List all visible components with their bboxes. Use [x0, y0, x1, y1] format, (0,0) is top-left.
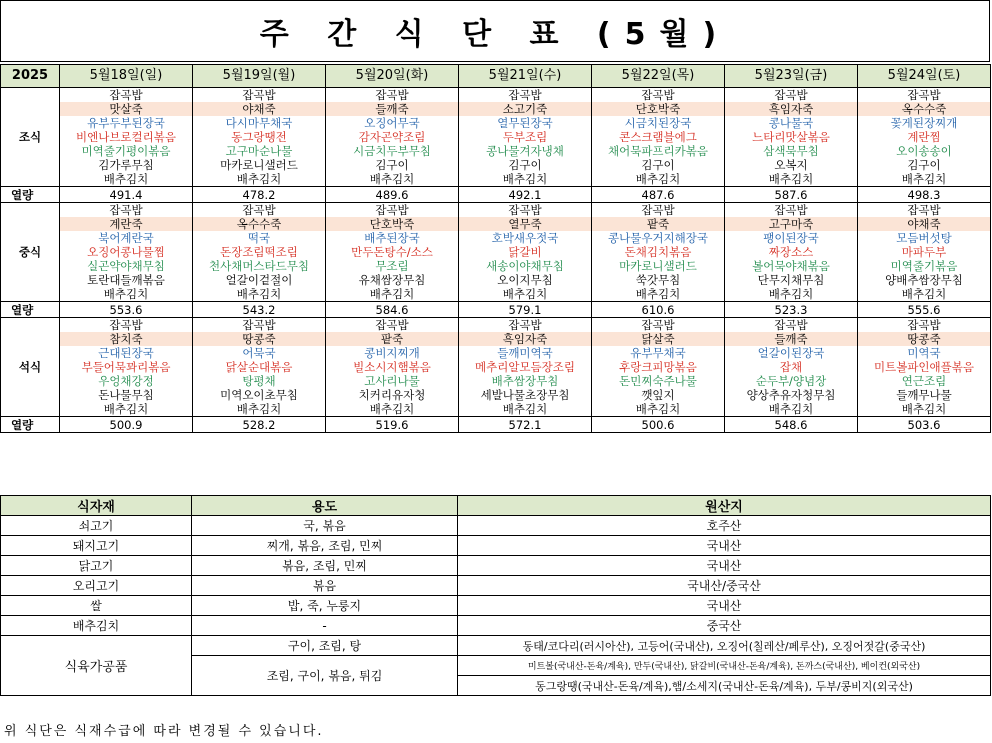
day-header: 5월18일(일): [60, 65, 193, 88]
ingredient-cell: 쇠고기: [1, 516, 192, 536]
menu-item: 우엉채강정: [60, 374, 193, 388]
menu-item: 두부조림: [459, 130, 592, 144]
ingredient-cell: 닭고기: [1, 556, 192, 576]
calorie-value: 489.6: [326, 187, 459, 203]
menu-item: 오이송송이: [858, 144, 991, 158]
menu-item: 세발나물초장무침: [459, 388, 592, 402]
day-header: 5월19일(월): [193, 65, 326, 88]
calorie-value: 579.1: [459, 302, 592, 318]
menu-item: 배추김치: [858, 172, 991, 187]
origin-row: [1, 576, 991, 596]
menu-item: 돈채김치볶음: [592, 245, 725, 259]
calorie-value: 584.6: [326, 302, 459, 318]
day-header: 5월21일(수): [459, 65, 592, 88]
menu-item: 흑임자죽: [459, 332, 592, 346]
menu-item: 배추김치: [60, 287, 193, 302]
menu-row: [1, 346, 991, 360]
calorie-value: 587.6: [725, 187, 858, 203]
menu-item: 미역국: [858, 346, 991, 360]
menu-row: [1, 144, 991, 158]
menu-item: 오복지: [725, 158, 858, 172]
menu-item: 쑥갓무침: [592, 273, 725, 287]
menu-item: 치커리유자청: [326, 388, 459, 402]
header-row: [1, 65, 991, 88]
menu-item: 팥죽: [326, 332, 459, 346]
menu-row: [1, 245, 991, 259]
menu-item: 맛살죽: [60, 102, 193, 116]
menu-item: 잡곡밥: [592, 203, 725, 218]
calorie-value: 500.6: [592, 417, 725, 433]
menu-item: 배추김치: [592, 172, 725, 187]
menu-item: 시금치두부무침: [326, 144, 459, 158]
menu-item: 배추김치: [459, 287, 592, 302]
menu-item: 잡곡밥: [60, 88, 193, 103]
ingredient-cell: 배추김치: [1, 616, 192, 636]
menu-item: 콩나물겨자냉채: [459, 144, 592, 158]
origin-table: [0, 495, 991, 696]
menu-item: 시금치된장국: [592, 116, 725, 130]
calorie-value: 528.2: [193, 417, 326, 433]
menu-item: 얼갈이된장국: [725, 346, 858, 360]
origin-header-row: [1, 496, 991, 516]
menu-item: 동그랑땡전: [193, 130, 326, 144]
menu-row: [1, 116, 991, 130]
menu-item: 마카로니샐러드: [592, 259, 725, 273]
menu-item: 잡곡밥: [459, 88, 592, 103]
menu-item: 무조림: [326, 259, 459, 273]
origin-cell: 국내산: [458, 556, 991, 576]
menu-item: 후랑크피망볶음: [592, 360, 725, 374]
usage-cell: 밥, 죽, 누룽지: [192, 596, 458, 616]
menu-item: 꽃게된장찌개: [858, 116, 991, 130]
calorie-row: [1, 302, 991, 318]
usage-cell: 조림, 구이, 볶음, 튀김: [192, 656, 458, 696]
calorie-value: 478.2: [193, 187, 326, 203]
menu-item: 콩나물우거지해장국: [592, 231, 725, 245]
menu-item: 땅콩죽: [193, 332, 326, 346]
menu-row: [1, 102, 991, 116]
menu-item: 배추쌈장무침: [459, 374, 592, 388]
calorie-value: 543.2: [193, 302, 326, 318]
menu-item: 잡곡밥: [193, 318, 326, 333]
menu-item: 배추김치: [326, 287, 459, 302]
calorie-value: 548.6: [725, 417, 858, 433]
menu-item: 북어계란국: [60, 231, 193, 245]
menu-item: 잡채: [725, 360, 858, 374]
menu-item: 배추김치: [592, 287, 725, 302]
origin-header: 식자재: [1, 496, 192, 516]
menu-item: 들깨죽: [326, 102, 459, 116]
origin-cell: 동그랑땡(국내산-돈육/계육),햄/소세지(국내산-돈육/계육), 두부/콩비지(외국산): [458, 676, 991, 696]
page-title: 주 간 식 단 표 (5월): [259, 17, 731, 52]
calorie-value: 487.6: [592, 187, 725, 203]
calorie-value: 555.6: [858, 302, 991, 318]
menu-item: 마파두부: [858, 245, 991, 259]
menu-item: 잡곡밥: [858, 318, 991, 333]
menu-item: 계란찜: [858, 130, 991, 144]
menu-row: [1, 203, 991, 218]
menu-item: 잡곡밥: [858, 88, 991, 103]
menu-item: 들깨죽: [725, 332, 858, 346]
calorie-value: 523.3: [725, 302, 858, 318]
menu-row: [1, 259, 991, 273]
menu-item: 배추김치: [193, 172, 326, 187]
menu-item: 열무된장국: [459, 116, 592, 130]
menu-row: [1, 158, 991, 172]
menu-item: 잡곡밥: [725, 88, 858, 103]
origin-cell: 국내산/중국산: [458, 576, 991, 596]
footer-note: 위 식단은 식재수급에 따라 변경될 수 있습니다.: [4, 724, 324, 739]
menu-item: 메추리알모듬장조림: [459, 360, 592, 374]
origin-cell: 국내산: [458, 596, 991, 616]
menu-item: 고구마죽: [725, 217, 858, 231]
menu-item: 배추된장국: [326, 231, 459, 245]
menu-item: 미역줄기평이볶음: [60, 144, 193, 158]
calorie-label: 열량: [1, 417, 60, 433]
menu-row: [1, 402, 991, 417]
menu-item: 근대된장국: [60, 346, 193, 360]
menu-item: 야채죽: [193, 102, 326, 116]
menu-item: 닭살순대볶음: [193, 360, 326, 374]
menu-row: [1, 217, 991, 231]
calorie-value: 503.6: [858, 417, 991, 433]
menu-item: 미역오이초무침: [193, 388, 326, 402]
origin-cell: 호주산: [458, 516, 991, 536]
menu-item: 닭살죽: [592, 332, 725, 346]
menu-item: 참치죽: [60, 332, 193, 346]
calorie-label: 열량: [1, 302, 60, 318]
usage-cell: 볶음, 조림, 민찌: [192, 556, 458, 576]
menu-item: 소고기죽: [459, 102, 592, 116]
menu-item: 오징어콩나물찜: [60, 245, 193, 259]
menu-item: 돈장조림떡조림: [193, 245, 326, 259]
menu-item: 실곤약야채무침: [60, 259, 193, 273]
meal-label: 중식: [1, 203, 60, 302]
usage-cell: 국, 볶음: [192, 516, 458, 536]
usage-cell: 찌개, 볶음, 조림, 민찌: [192, 536, 458, 556]
origin-cell: 중국산: [458, 616, 991, 636]
weekly-menu-table: [0, 64, 991, 433]
menu-row: [1, 318, 991, 333]
menu-row: [1, 172, 991, 187]
menu-item: 배추김치: [725, 402, 858, 417]
menu-item: 배추김치: [60, 402, 193, 417]
menu-item: 닭갈비: [459, 245, 592, 259]
menu-item: 배추김치: [725, 172, 858, 187]
menu-item: 열무죽: [459, 217, 592, 231]
menu-item: 유부무채국: [592, 346, 725, 360]
menu-item: 단호박죽: [592, 102, 725, 116]
menu-item: 어묵국: [193, 346, 326, 360]
menu-item: 다시마무채국: [193, 116, 326, 130]
menu-item: 미역줄기볶음: [858, 259, 991, 273]
menu-item: 잡곡밥: [459, 318, 592, 333]
menu-item: 잡곡밥: [193, 88, 326, 103]
calorie-value: 553.6: [60, 302, 193, 318]
menu-item: 배추김치: [592, 402, 725, 417]
menu-item: 양배추쌈장무침: [858, 273, 991, 287]
ingredient-cell: 돼지고기: [1, 536, 192, 556]
menu-item: 김구이: [592, 158, 725, 172]
menu-item: 잡곡밥: [60, 318, 193, 333]
origin-header: 용도: [192, 496, 458, 516]
menu-item: 채어묵파프리카볶음: [592, 144, 725, 158]
origin-row: [1, 536, 991, 556]
menu-item: 감자곤약조림: [326, 130, 459, 144]
menu-item: 모듬버섯탕: [858, 231, 991, 245]
origin-row: [1, 636, 991, 656]
menu-item: 콘스크램블에그: [592, 130, 725, 144]
title-box: [0, 0, 990, 62]
menu-item: 콩비지찌개: [326, 346, 459, 360]
menu-item: 잡곡밥: [592, 318, 725, 333]
menu-item: 부들어묵꽈리볶음: [60, 360, 193, 374]
menu-item: 배추김치: [193, 287, 326, 302]
menu-item: 고구마순나물: [193, 144, 326, 158]
menu-item: 잡곡밥: [193, 203, 326, 218]
menu-item: 탕평채: [193, 374, 326, 388]
menu-item: 배추김치: [858, 287, 991, 302]
menu-item: 미트볼파인애플볶음: [858, 360, 991, 374]
menu-item: 비엔나브로컬리볶음: [60, 130, 193, 144]
origin-cell: 미트볼(국내산-돈육/계육), 만두(국내산), 닭갈비(국내산-돈육/계육), 돈까스(국내산), 베이컨(외국산): [458, 656, 991, 676]
calorie-value: 519.6: [326, 417, 459, 433]
menu-item: 흑임자죽: [725, 102, 858, 116]
menu-item: 잡곡밥: [326, 88, 459, 103]
day-header: 5월22일(목): [592, 65, 725, 88]
menu-item: 배추김치: [725, 287, 858, 302]
menu-item: 느타리맛살볶음: [725, 130, 858, 144]
ingredient-cell: 식육가공품: [1, 636, 192, 696]
menu-item: 토란대들깨볶음: [60, 273, 193, 287]
menu-item: 단호박죽: [326, 217, 459, 231]
menu-item: 고사리나물: [326, 374, 459, 388]
menu-item: 오징어무국: [326, 116, 459, 130]
menu-row: [1, 388, 991, 402]
usage-cell: -: [192, 616, 458, 636]
calorie-value: 572.1: [459, 417, 592, 433]
menu-item: 배추김치: [459, 402, 592, 417]
menu-row: [1, 130, 991, 144]
ingredient-cell: 오리고기: [1, 576, 192, 596]
origin-row: [1, 616, 991, 636]
menu-item: 김구이: [858, 158, 991, 172]
calorie-value: 500.9: [60, 417, 193, 433]
day-header: 5월23일(금): [725, 65, 858, 88]
menu-item: 잡곡밥: [858, 203, 991, 218]
menu-row: [1, 88, 991, 103]
menu-item: 삼색묵무침: [725, 144, 858, 158]
meal-label: 석식: [1, 318, 60, 417]
menu-item: 순두부/양념장: [725, 374, 858, 388]
menu-item: 마카로니샐러드: [193, 158, 326, 172]
menu-item: 유채쌈장무침: [326, 273, 459, 287]
menu-item: 얼갈이겉절이: [193, 273, 326, 287]
menu-item: 천사채머스타드무침: [193, 259, 326, 273]
menu-item: 새송이야채무침: [459, 259, 592, 273]
menu-item: 잡곡밥: [326, 318, 459, 333]
menu-row: [1, 231, 991, 245]
calorie-row: [1, 187, 991, 203]
menu-item: 팽이된장국: [725, 231, 858, 245]
menu-item: 양상추유자청무침: [725, 388, 858, 402]
menu-row: [1, 360, 991, 374]
menu-item: 김구이: [326, 158, 459, 172]
menu-item: 배추김치: [459, 172, 592, 187]
menu-item: 연근조림: [858, 374, 991, 388]
menu-item: 김가루무침: [60, 158, 193, 172]
menu-item: 배추김치: [858, 402, 991, 417]
origin-row: [1, 556, 991, 576]
meal-label: 조식: [1, 88, 60, 187]
menu-item: 짜장소스: [725, 245, 858, 259]
menu-row: [1, 374, 991, 388]
menu-item: 옥수수죽: [193, 217, 326, 231]
calorie-value: 610.6: [592, 302, 725, 318]
menu-item: 배추김치: [326, 402, 459, 417]
menu-item: 팥죽: [592, 217, 725, 231]
day-header: 5월24일(토): [858, 65, 991, 88]
usage-cell: 볶음: [192, 576, 458, 596]
menu-item: 빌소시지햄볶음: [326, 360, 459, 374]
calorie-value: 491.4: [60, 187, 193, 203]
menu-item: 배추김치: [326, 172, 459, 187]
calorie-label: 열량: [1, 187, 60, 203]
menu-item: 들깨무나물: [858, 388, 991, 402]
menu-item: 떡국: [193, 231, 326, 245]
menu-item: 유부두부된장국: [60, 116, 193, 130]
menu-item: 만두돈탕수/소스: [326, 245, 459, 259]
menu-item: 김구이: [459, 158, 592, 172]
menu-item: 콩나물국: [725, 116, 858, 130]
menu-item: 잡곡밥: [60, 203, 193, 218]
origin-header: 원산지: [458, 496, 991, 516]
menu-item: 오이지무침: [459, 273, 592, 287]
menu-item: 잡곡밥: [326, 203, 459, 218]
menu-item: 잡곡밥: [592, 88, 725, 103]
ingredient-cell: 쌀: [1, 596, 192, 616]
calorie-row: [1, 417, 991, 433]
menu-item: 잡곡밥: [459, 203, 592, 218]
year-cell: 2025: [1, 65, 60, 88]
menu-item: 배추김치: [193, 402, 326, 417]
menu-item: 들깨미역국: [459, 346, 592, 360]
menu-item: 잡곡밥: [725, 318, 858, 333]
menu-row: [1, 332, 991, 346]
menu-item: 돈민찌숙주나물: [592, 374, 725, 388]
menu-item: 옥수수죽: [858, 102, 991, 116]
origin-cell: 동태/코다리(러시아산), 고등어(국내산), 오징어(칠레산/페루산), 오징어젓갈(중국산): [458, 636, 991, 656]
menu-item: 돈나물무침: [60, 388, 193, 402]
origin-cell: 국내산: [458, 536, 991, 556]
menu-item: 호박새우젓국: [459, 231, 592, 245]
menu-item: 깻잎지: [592, 388, 725, 402]
menu-row: [1, 287, 991, 302]
menu-item: 볼어묵야채볶음: [725, 259, 858, 273]
menu-item: 야채죽: [858, 217, 991, 231]
calorie-value: 498.3: [858, 187, 991, 203]
usage-cell: 구이, 조림, 탕: [192, 636, 458, 656]
menu-item: 배추김치: [60, 172, 193, 187]
menu-item: 잡곡밥: [725, 203, 858, 218]
menu-item: 단무지채무침: [725, 273, 858, 287]
origin-row: [1, 596, 991, 616]
calorie-value: 492.1: [459, 187, 592, 203]
menu-item: 계란죽: [60, 217, 193, 231]
origin-row: [1, 516, 991, 536]
menu-item: 땅콩죽: [858, 332, 991, 346]
menu-row: [1, 273, 991, 287]
day-header: 5월20일(화): [326, 65, 459, 88]
